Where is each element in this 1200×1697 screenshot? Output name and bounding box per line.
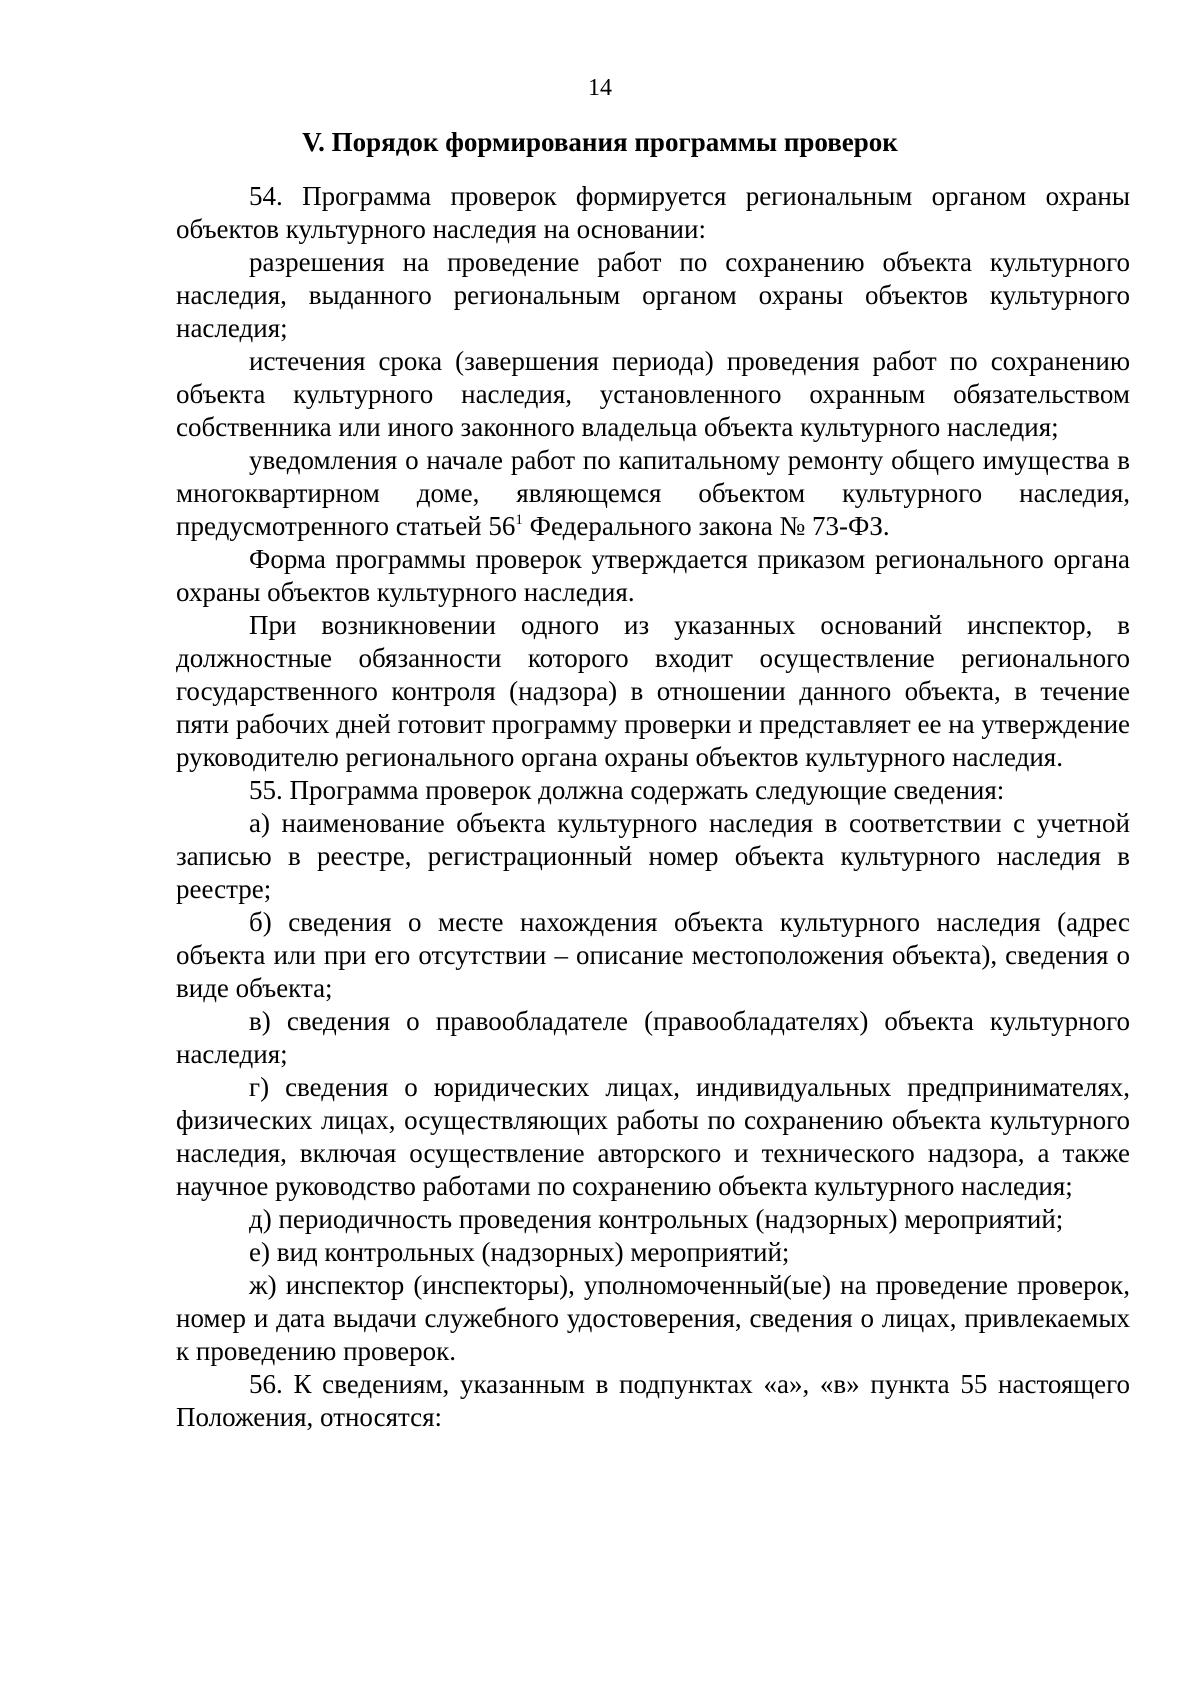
paragraph-notice [176,444,1130,543]
article-superscript: 1 [515,512,523,528]
paragraph-55d: д) периодичность проведения контрольных (надзорных) мероприятий; [249,1204,1064,1234]
document-body [176,180,1130,1434]
paragraph-notice-law: Федерального закона № 73-ФЗ. [522,511,890,541]
paragraph-55g: г) сведения о юридических лицах, индивидуальных предпринимателях, физических лицах, осуществляющих работы по сохранению объекта культурного наследия, включая осуществление авторского и технического надзора, а также научное руководство работами по сохранению объекта культурного наследия; [176,1072,1130,1201]
page-number: 14 [588,75,612,101]
paragraph-55v: в) сведения о правообладателе (правообладателях) объекта культурного наследия; [176,1006,1130,1069]
section-heading: V. Порядок формирования программы проверок [302,127,898,157]
paragraph-permit: разрешения на проведение работ по сохранению объекта культурного наследия, выданного региональным органом охраны объектов культурного наследия; [176,247,1130,343]
paragraph-form: Форма программы проверок утверждается приказом регионального органа охраны объектов культурного наследия. [176,544,1130,607]
paragraph-55b: б) сведения о месте нахождения объекта культурного наследия (адрес объекта или при его отсутствии – описание местоположения объекта), сведения о виде объекта; [176,907,1130,1003]
paragraph-55: 55. Программа проверок должна содержать следующие сведения: [249,775,1005,805]
paragraph-55zh: ж) инспектор (инспекторы), уполномоченный(ые) на проведение проверок, номер и дата выдачи служебного удостоверения, сведения о лицах, привлекаемых к проведению проверок. [176,1270,1130,1366]
paragraph-55a: а) наименование объекта культурного наследия в соответствии с учетной записью в реестре, регистрационный номер объекта культурного наследия в реестре; [176,808,1130,904]
paragraph-55e: е) вид контрольных (надзорных) мероприятий; [249,1237,790,1267]
paragraph-inspector-duty: При возникновении одного из указанных оснований инспектор, в должностные обязанности которого входит осуществление регионального государственного контроля (надзора) в отношении данного объекта, в течение пяти рабочих дней готовит программу проверки и представляет ее на утверждение руководителю регионального органа охраны объектов культурного наследия. [176,610,1131,772]
paragraph-54: 54. Программа проверок формируется региональным органом охраны объектов культурного наследия на основании: [176,181,1130,244]
paragraph-term-expiry: истечения срока (завершения периода) проведения работ по сохранению объекта культурного наследия, установленного охранным обязательством собственника или иного законного владельца объекта культурного наследия; [176,346,1130,442]
paragraph-notice-text: уведомления о начале работ по капитальному ремонту общего имущества в многоквартирном доме, являющемся объектом культурного наследия, предусмотренного статьей 56 [176,445,1130,541]
paragraph-56: 56. К сведениям, указанным в подпунктах «а», «в» пункта 55 настоящего Положения, относятся: [176,1369,1130,1432]
